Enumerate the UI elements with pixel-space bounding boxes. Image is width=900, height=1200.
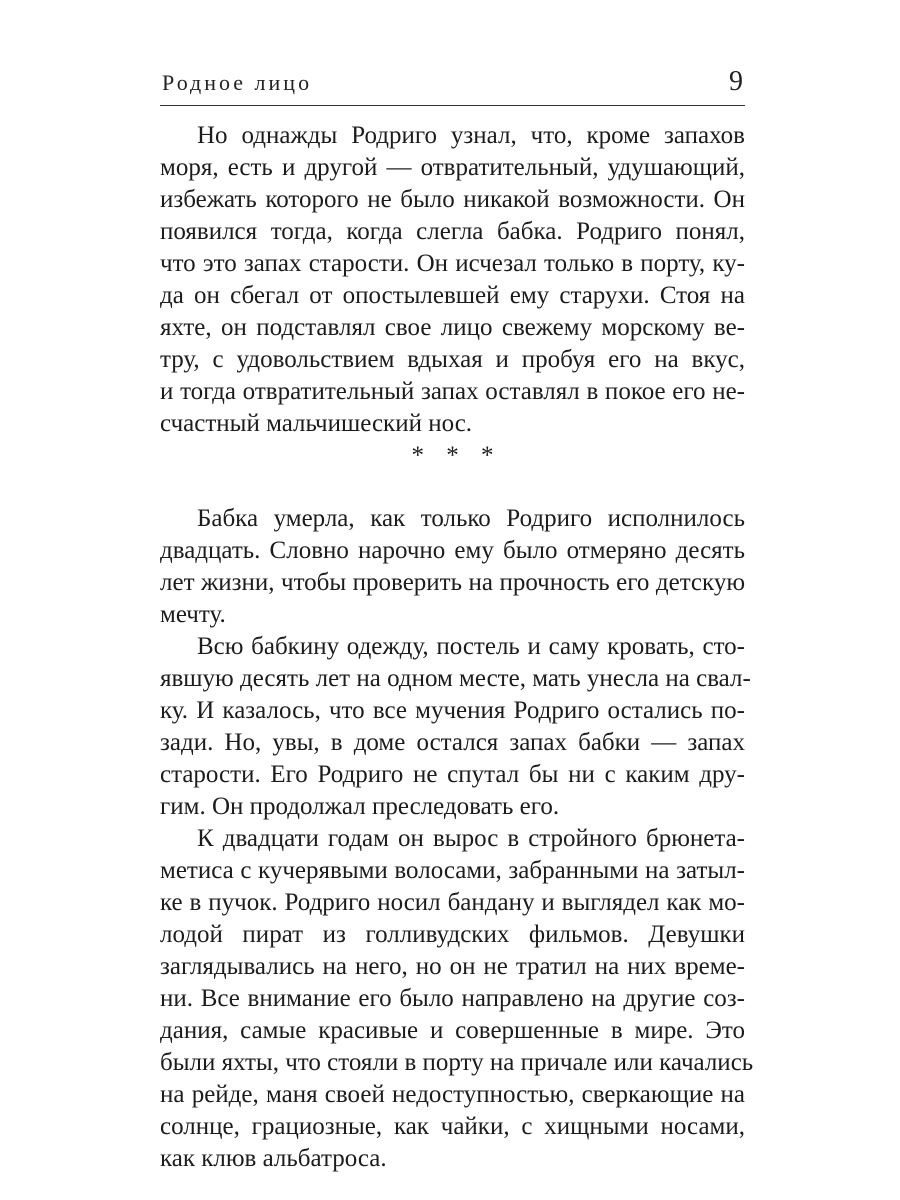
text-line: что это запах старости. Он исчезал только в порту, ку- — [160, 250, 745, 277]
text-line: Всю бабкину одежду, постель и саму кровать, сто- — [197, 633, 745, 660]
running-head — [160, 66, 745, 102]
text-line: тру, с удовольствием вдыхая и пробуя его на вкус, — [160, 346, 745, 373]
section-break: * * * — [411, 442, 502, 469]
text-line: дания, самые красивые и совершенные в мире. Это — [160, 1017, 745, 1044]
text-line: старости. Его Родриго не спутал бы ни с каким дру- — [160, 761, 745, 788]
text-line: метиса с кучерявыми волосами, забранными на затыл- — [160, 857, 745, 884]
text-line: Но однажды Родриго узнал, что, кроме запахов — [197, 122, 745, 149]
text-line: мечту. — [160, 601, 226, 628]
text-line: счастный мальчишеский нос. — [160, 410, 473, 437]
text-line: зади. Но, увы, в доме остался запах бабки — запах — [160, 729, 745, 756]
text-line: явшую десять лет на одном месте, мать унесла на свал- — [160, 665, 751, 692]
text-line: на рейде, маня своей недоступностью, сверкающие на — [160, 1081, 745, 1108]
text-line: ке в пучок. Родриго носил бандану и выглядел как мо- — [160, 889, 745, 916]
header-divider — [160, 105, 745, 106]
text-line: ку. И казалось, что все мучения Родриго остались по- — [160, 697, 745, 724]
text-line: лодой пират из голливудских фильмов. Девушки — [160, 921, 745, 948]
text-line: двадцать. Словно нарочно ему было отмеряно десять — [160, 537, 745, 564]
text-line: появился тогда, когда слегла бабка. Родриго понял, — [160, 218, 745, 245]
text-line: были яхты, что стояли в порту на причале или качались — [160, 1049, 754, 1076]
text-line: и тогда отвратительный запах оставлял в покое его не- — [160, 378, 745, 405]
text-line: моря, есть и другой — отвратительный, удушающий, — [160, 154, 745, 181]
running-title: Родное лицо — [162, 70, 313, 95]
text-line: да он сбегал от опостылевшей ему старухи. Стоя на — [160, 282, 745, 309]
text-line: ни. Все внимание его было направлено на другие соз- — [160, 985, 745, 1012]
page-number: 9 — [729, 66, 743, 97]
text-line: лет жизни, чтобы проверить на прочность его детскую — [160, 569, 745, 596]
text-line: Бабка умерла, как только Родриго исполнилось — [197, 505, 745, 532]
text-line: избежать которого не было никакой возможности. Он — [160, 186, 745, 213]
text-line: К двадцати годам он вырос в стройного брюнета- — [197, 825, 745, 852]
text-line: заглядывались на него, но он не тратил на них време- — [160, 953, 745, 980]
text-line: яхте, он подставлял свое лицо свежему морскому ве- — [160, 314, 745, 341]
text-line: как клюв альбатроса. — [160, 1145, 387, 1172]
text-line: солнце, грациозные, как чайки, с хищными носами, — [160, 1113, 745, 1140]
text-line: гим. Он продолжал преследовать его. — [160, 793, 560, 820]
body-text — [160, 120, 754, 1175]
section-spacer — [160, 472, 745, 503]
